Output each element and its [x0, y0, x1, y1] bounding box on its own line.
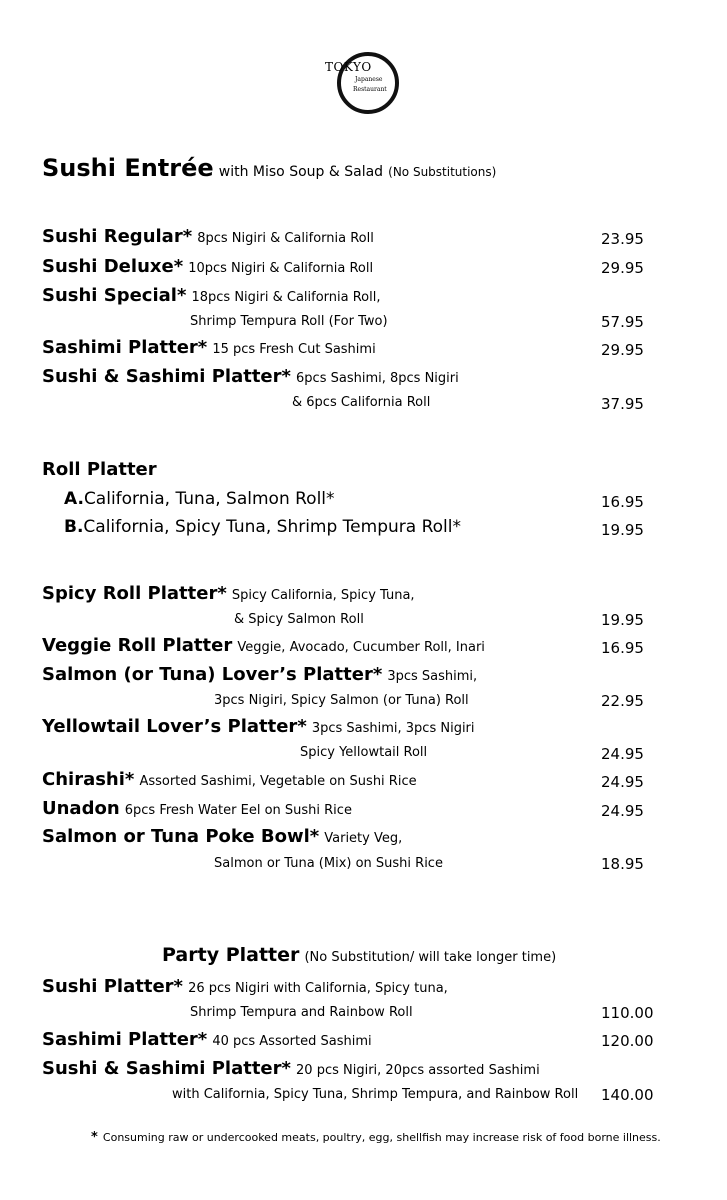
item-price: 120.00: [601, 1032, 654, 1050]
menu-item: [42, 583, 415, 604]
item-name: Sushi Regular*: [42, 226, 193, 247]
item-desc: 40 pcs Assorted Sashimi: [212, 1034, 372, 1049]
item-desc-continued: 3pcs Nigiri, Spicy Salmon (or Tuna) Roll: [214, 693, 469, 708]
header-substitution-note: (No Substitutions): [388, 165, 497, 179]
disclaimer-text: Consuming raw or undercooked meats, poultry, egg, shellfish may increase risk of food borne illness.: [102, 1131, 661, 1144]
menu-item: [42, 716, 475, 737]
item-desc: 6pcs Fresh Water Eel on Sushi Rice: [124, 803, 352, 818]
item-desc: Spicy California, Spicy Tuna,: [231, 588, 415, 603]
item-name: Sushi & Sashimi Platter*: [42, 1058, 291, 1079]
food-safety-disclaimer: [91, 1126, 661, 1145]
restaurant-logo: [325, 52, 407, 100]
menu-item: [42, 226, 374, 247]
item-desc-continued: Shrimp Tempura and Rainbow Roll: [190, 1005, 413, 1020]
item-name: Chirashi*: [42, 769, 135, 790]
item-price: 37.95: [601, 395, 644, 413]
item-price: 24.95: [601, 802, 644, 820]
item-name: Salmon or Tuna Poke Bowl*: [42, 826, 320, 847]
item-price: 19.95: [601, 611, 644, 629]
item-price: 18.95: [601, 855, 644, 873]
item-desc-continued: Salmon or Tuna (Mix) on Sushi Rice: [214, 856, 443, 871]
header-note: with Miso Soup & Salad: [218, 164, 384, 180]
item-desc-continued: with California, Spicy Tuna, Shrimp Tempura, and Rainbow Roll: [172, 1087, 579, 1102]
item-name: Sushi Special*: [42, 285, 187, 306]
roll-option-letter: A.: [64, 489, 84, 509]
item-name: Sashimi Platter*: [42, 1029, 208, 1050]
page-title: Sushi Entrée: [42, 154, 214, 182]
item-desc: 8pcs Nigiri & California Roll: [197, 231, 374, 246]
roll-option-letter: B.: [64, 517, 84, 537]
item-price: 140.00: [601, 1086, 654, 1104]
menu-item: [42, 798, 352, 819]
menu-item: [42, 826, 402, 847]
item-price: 24.95: [601, 773, 644, 791]
item-desc: 10pcs Nigiri & California Roll: [188, 261, 374, 276]
roll-option: [64, 489, 335, 509]
logo-sub-restaurant: Restaurant: [353, 86, 387, 93]
menu-item: [42, 769, 417, 790]
item-name: Spicy Roll Platter*: [42, 583, 227, 604]
item-desc-continued: Shrimp Tempura Roll (For Two): [190, 314, 388, 329]
item-price: 16.95: [601, 639, 644, 657]
item-desc: 18pcs Nigiri & California Roll,: [191, 290, 381, 305]
item-name: Veggie Roll Platter: [42, 635, 233, 656]
item-name: Salmon (or Tuna) Lover’s Platter*: [42, 664, 383, 685]
item-desc-continued: & Spicy Salmon Roll: [234, 612, 364, 627]
item-name: Sashimi Platter*: [42, 337, 208, 358]
item-desc: Assorted Sashimi, Vegetable on Sushi Rice: [139, 774, 417, 789]
item-desc: 6pcs Sashimi, 8pcs Nigiri: [296, 371, 459, 386]
menu-item: [42, 285, 381, 306]
item-desc: 3pcs Sashimi,: [387, 669, 478, 684]
item-name: Unadon: [42, 798, 120, 819]
item-price: 110.00: [601, 1004, 654, 1022]
roll-option: [64, 517, 461, 537]
item-desc-continued: Spicy Yellowtail Roll: [300, 745, 428, 760]
item-desc: 20 pcs Nigiri, 20pcs assorted Sashimi: [296, 1063, 540, 1078]
item-price: 29.95: [601, 259, 644, 277]
item-price: 24.95: [601, 745, 644, 763]
menu-item: [42, 337, 376, 358]
item-desc: Veggie, Avocado, Cucumber Roll, Inari: [237, 640, 485, 655]
item-price: 23.95: [601, 230, 644, 248]
item-price: 57.95: [601, 313, 644, 331]
logo-sub-japanese: Japanese: [355, 76, 383, 83]
roll-platter-title: Roll Platter: [42, 459, 157, 480]
roll-option-text: California, Tuna, Salmon Roll*: [83, 489, 335, 509]
item-desc: 26 pcs Nigiri with California, Spicy tuna,: [188, 981, 448, 996]
menu-item: [42, 1029, 372, 1050]
party-platter-note: (No Substitution/ will take longer time): [304, 950, 557, 965]
item-desc: 15 pcs Fresh Cut Sashimi: [212, 342, 376, 357]
menu-item: [42, 664, 477, 685]
item-name: Sushi Deluxe*: [42, 256, 184, 277]
item-price: 19.95: [601, 521, 644, 539]
item-price: 16.95: [601, 493, 644, 511]
item-name: Sushi Platter*: [42, 976, 183, 997]
party-platter-title: Party Platter: [162, 944, 300, 966]
item-name: Yellowtail Lover’s Platter*: [42, 716, 307, 737]
item-desc-continued: & 6pcs California Roll: [292, 395, 431, 410]
item-price: 29.95: [601, 341, 644, 359]
roll-option-text: California, Spicy Tuna, Shrimp Tempura Roll*: [83, 517, 461, 537]
item-desc: 3pcs Sashimi, 3pcs Nigiri: [311, 721, 475, 736]
menu-item: [42, 256, 373, 277]
logo-name: TOKYO: [325, 60, 372, 74]
menu-section-header: [42, 154, 496, 182]
item-desc: Variety Veg,: [324, 831, 403, 846]
item-price: 22.95: [601, 692, 644, 710]
disclaimer-asterisk: *: [91, 1130, 98, 1145]
menu-item: [42, 635, 485, 656]
item-name: Sushi & Sashimi Platter*: [42, 366, 291, 387]
party-platter-header: [162, 944, 556, 966]
menu-item: [42, 976, 448, 997]
menu-item: [42, 366, 459, 387]
menu-item: [42, 1058, 540, 1079]
